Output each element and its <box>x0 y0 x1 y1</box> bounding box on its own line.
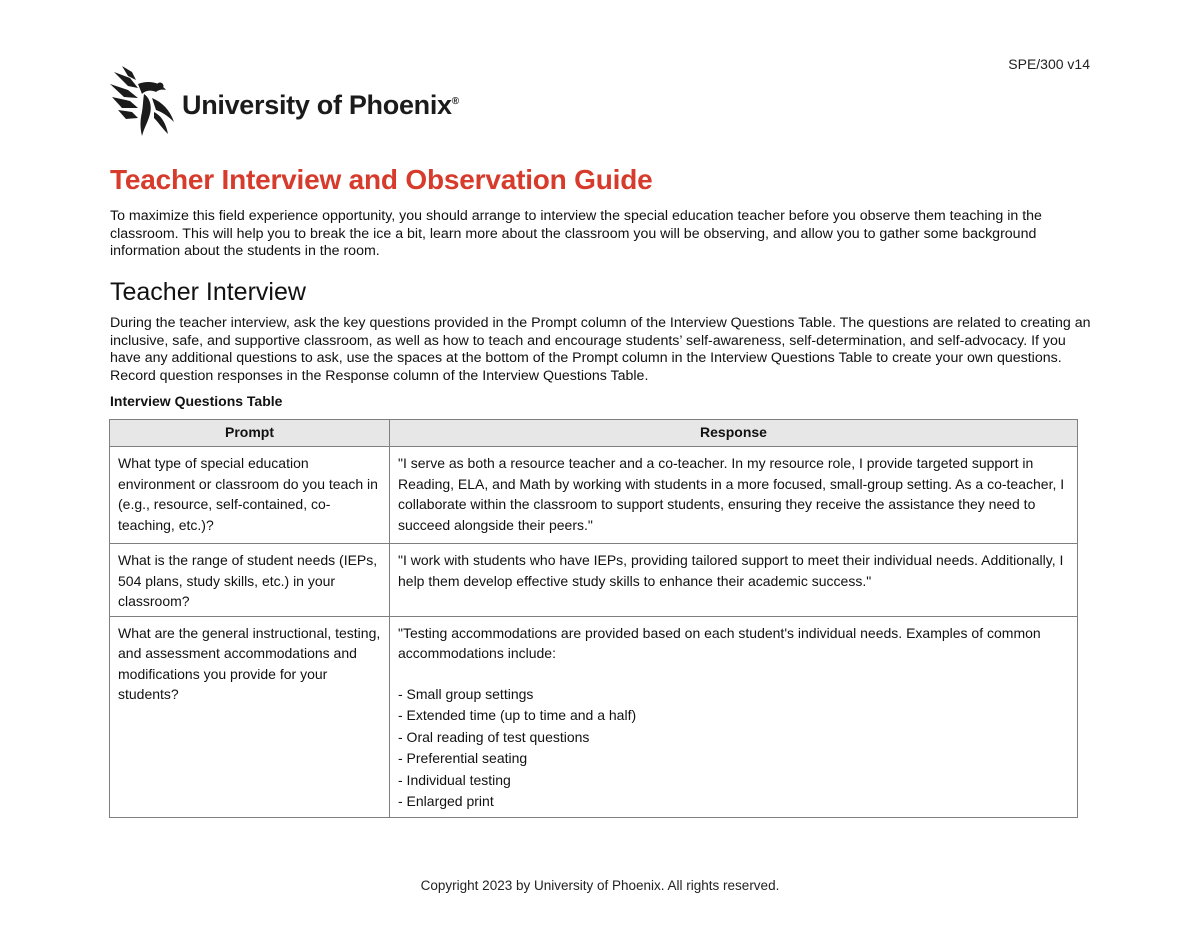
response-cell[interactable] <box>390 616 1078 817</box>
table-header-row <box>110 420 1078 447</box>
response-cell[interactable]: "I serve as both a resource teacher and a co-teacher. In my resource role, I provide targeted support in Reading, ELA, and Math by working with students in a more focused, small-group setting. As a co-teacher, I collaborate within the classroom to support students, ensuring they receive the assistance they need to succeed alongside their peers." <box>390 447 1078 544</box>
list-item: - Preferential seating <box>398 750 528 766</box>
prompt-cell: What is the range of student needs (IEPs, 504 plans, study skills, etc.) in your classroom? <box>110 544 390 617</box>
list-item: - Small group settings <box>398 685 534 702</box>
intro-paragraph: To maximize this field experience opportunity, you should arrange to interview the special education teacher before you observe them teaching in the classroom. This will help you to break the ice a bit, learn more about the classroom you will be observing, and allow you to gather some background information about the students in the room. <box>110 208 1042 259</box>
table-row <box>110 616 1078 817</box>
document-title: Teacher Interview and Observation Guide <box>110 164 653 195</box>
list-item: - Oral reading of test questions <box>398 728 590 745</box>
interview-questions-table <box>109 419 1078 818</box>
university-logo <box>108 64 459 138</box>
list-item: - Extended time (up to time and a half) <box>398 707 637 723</box>
response-cell[interactable]: "I work with students who have IEPs, providing tailored support to meet their individual needs. Additionally, I help them develop effective study skills to enhance their academic success." <box>390 544 1078 617</box>
phoenix-bird-icon <box>108 64 178 138</box>
logo-wordmark: University of Phoenix® <box>182 89 459 120</box>
prompt-cell: What are the general instructional, testing, and assessment accommodations and modifications you provide for your students? <box>110 616 390 817</box>
section-title: Teacher Interview <box>110 278 306 306</box>
table-row <box>110 544 1078 617</box>
copyright-footer: Copyright 2023 by University of Phoenix. All rights reserved. <box>420 878 780 893</box>
column-header-response: Response <box>390 420 1078 447</box>
prompt-cell: What type of special education environment or classroom do you teach in (e.g., resource, self-contained, co-teaching, etc.)? <box>110 447 390 544</box>
column-header-prompt: Prompt <box>110 420 390 447</box>
table-caption: Interview Questions Table <box>110 393 283 409</box>
accommodations-list <box>398 684 1069 813</box>
section-paragraph: During the teacher interview, ask the key questions provided in the Prompt column of the Interview Questions Table. The questions are related to creating an inclusive, safe, and supportive classroom, as well as how to teach and encourage students’ self-awareness, self-determination, and self-advocacy. If you have any additional questions to ask, use the spaces at the bottom of the Prompt column in the Interview Questions Table to create your own questions. Record question responses in the Response column of the Interview Questions Table. <box>110 315 1091 384</box>
table-row <box>110 447 1078 544</box>
course-code: SPE/300 v14 <box>1008 56 1090 72</box>
list-item: - Enlarged print <box>398 793 494 809</box>
response-text: "Testing accommodations are provided based on each student's individual needs. Examples of common accommodations include: <box>398 624 1041 661</box>
list-item: - Individual testing <box>398 771 511 788</box>
